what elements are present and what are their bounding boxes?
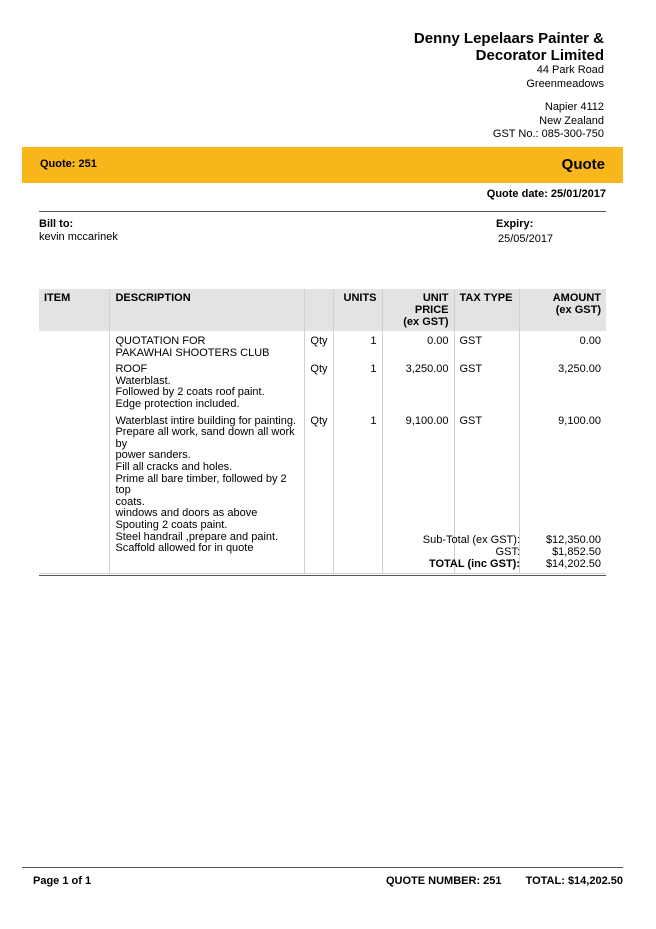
- footer-quote-number: QUOTE NUMBER: 251: [386, 875, 502, 887]
- company-name-line1: Denny Lepelaars Painter &: [413, 30, 604, 47]
- table-header-row: [39, 289, 606, 331]
- company-header: [274, 30, 604, 142]
- bill-to-name: kevin mccarinek: [39, 231, 118, 243]
- company-name-line2: Decorator Limited: [475, 47, 604, 64]
- table-row: [39, 331, 606, 359]
- footer-total: TOTAL: $14,202.50: [525, 875, 623, 887]
- cell-unit-price: 0.00: [382, 331, 454, 359]
- cell-unit-price: 3,250.00: [382, 359, 454, 410]
- gst-row: [380, 547, 601, 559]
- company-city: Napier 4112: [544, 101, 604, 113]
- cell-unit-label: Qty: [305, 359, 333, 410]
- cell-description: ROOF Waterblast. Followed by 2 coats roof paint. Edge protection included.: [110, 359, 305, 410]
- cell-description: Waterblast intire building for painting. Prepare all work, sand down all work by power sanders. Fill all cracks and holes. Prime all bare timber, followed by 2 top coats. windows and doors as above Spouting 2 coats paint. Steel handrail ,prepare and paint. Scaffold allowed for in quote: [110, 411, 305, 574]
- bill-to-label: Bill to:: [39, 218, 74, 230]
- cell-units: 1: [333, 411, 382, 574]
- company-address1: 44 Park Road: [536, 64, 604, 76]
- totals-divider: [39, 575, 606, 576]
- header-amount: AMOUNT (ex GST): [520, 289, 606, 331]
- header-unit-price: UNIT PRICE (ex GST): [382, 289, 454, 331]
- divider: [39, 211, 606, 212]
- footer-page-number: Page 1 of 1: [33, 875, 92, 887]
- cell-units: 1: [333, 331, 382, 359]
- cell-item: [39, 359, 110, 410]
- cell-tax-type: GST: [454, 331, 520, 359]
- line-items-table: [39, 289, 606, 574]
- header-tax-type: TAX TYPE: [454, 289, 520, 331]
- expiry-date: 25/05/2017: [498, 233, 554, 245]
- expiry-label: Expiry:: [496, 218, 534, 230]
- header-unit-label: [305, 289, 333, 331]
- cell-tax-type: GST: [454, 359, 520, 410]
- subtotal-value: $12,350.00: [545, 534, 601, 546]
- header-item: ITEM: [39, 289, 110, 331]
- cell-unit-price: 9,100.00: [382, 411, 454, 574]
- company-country: New Zealand: [539, 114, 604, 127]
- cell-unit-label: Qty: [305, 331, 333, 359]
- banner-quote-number: Quote: 251: [40, 158, 97, 170]
- quote-date: Quote date: 25/01/2017: [486, 188, 606, 200]
- totals-block: [380, 535, 601, 570]
- banner-title: Quote: [561, 156, 605, 173]
- total-row: [380, 559, 601, 571]
- gst-value: $1,852.50: [552, 545, 601, 558]
- cell-units: 1: [333, 359, 382, 410]
- cell-amount: 9,100.00: [520, 411, 606, 574]
- cell-unit-label: Qty: [305, 411, 333, 574]
- company-address2: Greenmeadows: [526, 77, 604, 90]
- cell-description: QUOTATION FOR PAKAWHAI SHOOTERS CLUB: [110, 331, 305, 359]
- header-description: DESCRIPTION: [110, 289, 305, 331]
- cell-item: [39, 411, 110, 574]
- cell-amount: 3,250.00: [520, 359, 606, 410]
- quote-banner: [22, 147, 623, 183]
- total-label: TOTAL (inc GST):: [428, 557, 520, 570]
- cell-item: [39, 331, 110, 359]
- cell-amount: 0.00: [520, 331, 606, 359]
- subtotal-label: Sub-Total (ex GST):: [422, 534, 520, 546]
- cell-tax-type: GST: [454, 411, 520, 574]
- total-value: $14,202.50: [545, 557, 601, 570]
- footer-divider: [22, 867, 623, 868]
- table-row: [39, 359, 606, 410]
- company-gst-number: GST No.: 085-300-750: [492, 128, 604, 140]
- gst-label: GST:: [495, 545, 520, 558]
- header-units: UNITS: [333, 289, 382, 331]
